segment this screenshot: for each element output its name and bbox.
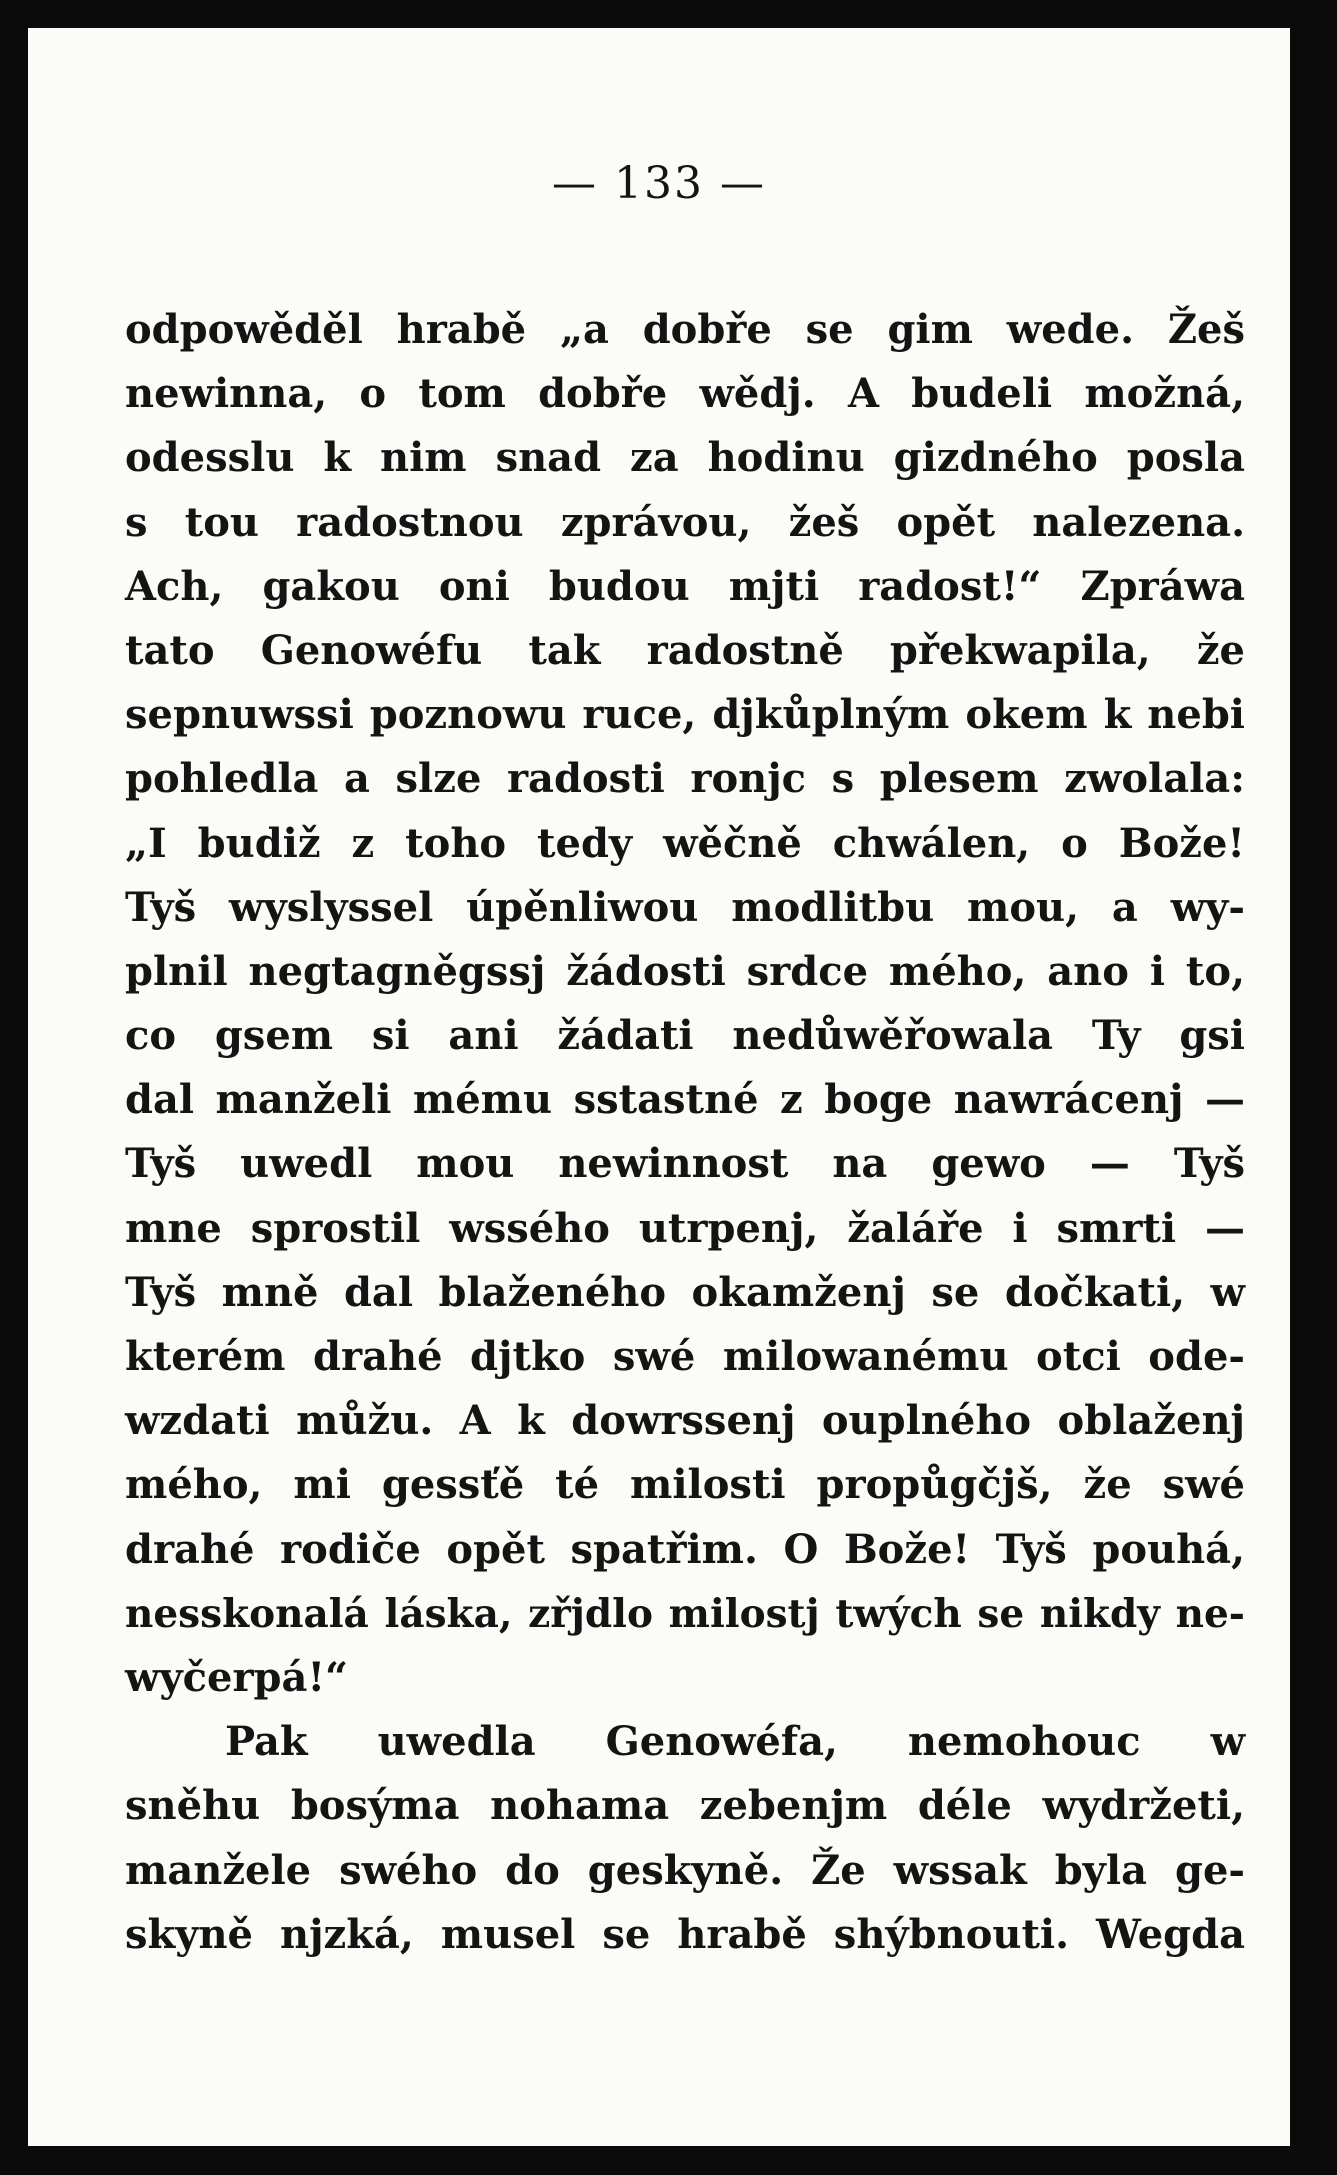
page-number: — 133 — [552, 158, 766, 209]
text-line: odesslu k nim snad za hodinu gizdného posla [125, 434, 1245, 482]
text-line: plnil negtagněgssj žádosti srdce mého, ano i to, [125, 947, 1245, 995]
text-line: skyně njzká, musel se hrabě shýbnouti. Wegda [125, 1910, 1245, 1958]
text-line: manžele swého do geskyně. Že wssak byla ge- [125, 1846, 1245, 1894]
text-line: kterém drahé djtko swé milowanému otci ode- [125, 1333, 1245, 1380]
text-line: Pak uwedla Genowéfa, nemohouc w [225, 1718, 1245, 1766]
book-page [28, 28, 1290, 2146]
text-line: s tou radostnou zprávou, žeš opět nalezena. [125, 498, 1245, 546]
text-line: sněhu bosýma nohama zebenjm déle wydržeti, [125, 1782, 1245, 1830]
text-line: Tyš wyslyssel úpěnliwou modlitbu mou, a wy- [125, 883, 1245, 931]
text-line: „I budiž z toho tedy wěčně chwálen, o Bože! [125, 819, 1245, 867]
text-line: drahé rodiče opět spatřim. O Bože! Tyš pouhá, [125, 1525, 1245, 1573]
text-line: mého, mi gessťě té milosti propůgčjš, že swé [125, 1461, 1245, 1509]
body-text [125, 298, 1245, 1967]
text-line: Tyš mně dal blaženého okamženj se dočkati, w [125, 1268, 1245, 1316]
text-line: dal manželi mému sstastné z boge nawrácenj — [125, 1076, 1245, 1124]
text-line: odpowěděl hrabě „a dobře se gim wede. Žeš [125, 306, 1245, 353]
text-line: nesskonalá láska, zřjdlo milostj twých se nikdy ne- [125, 1590, 1245, 1637]
scan-border [1290, 0, 1337, 2175]
text-line: Ach, gakou oni budou mjti radost!“ Zpráwa [125, 562, 1245, 610]
text-line: co gsem si ani žádati nedůwěřowala Ty gsi [125, 1012, 1245, 1060]
text-line: mne sprostil wssého utrpenj, žaláře i smrti — [125, 1204, 1245, 1252]
text-line: newinna, o tom dobře wědj. A budeli možná, [125, 370, 1245, 418]
text-line: sepnuwssi poznowu ruce, djkůplným okem k nebi [125, 691, 1245, 739]
text-line: pohledla a slze radosti ronjc s plesem zwolala: [125, 755, 1245, 803]
text-line: wzdati můžu. A k dowrssenj ouplného oblaženj [125, 1397, 1245, 1445]
text-line: tato Genowéfu tak radostně překwapila, že [125, 626, 1245, 674]
text-line: wyčerpá!“ [125, 1653, 349, 1701]
text-line: Tyš uwedl mou newinnost na gewo — Tyš [125, 1140, 1245, 1188]
